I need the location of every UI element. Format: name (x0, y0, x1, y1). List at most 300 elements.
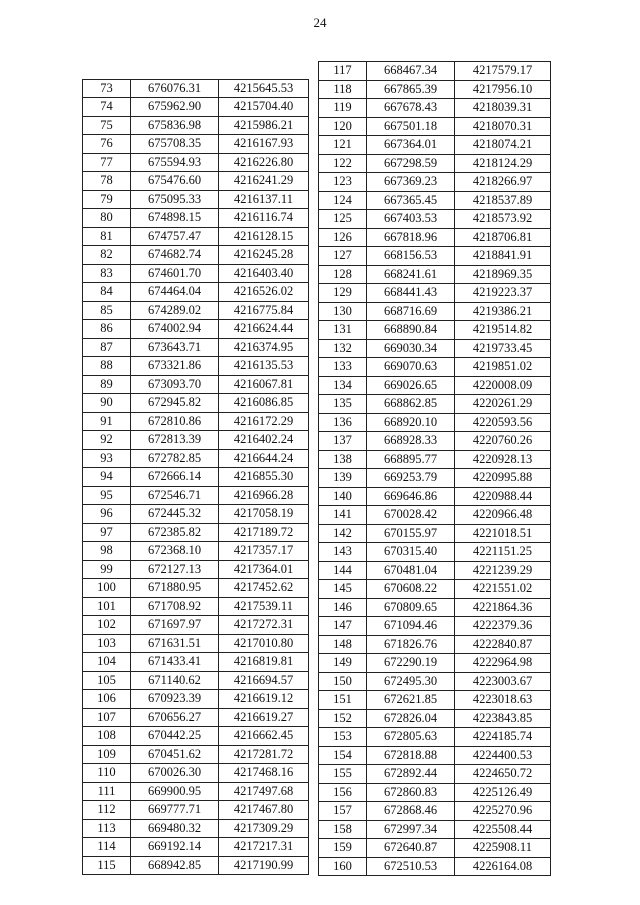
point-number-cell: 147 (319, 617, 367, 636)
y-coordinate-cell: 4216694.57 (219, 671, 309, 690)
y-coordinate-cell: 4217010.80 (219, 634, 309, 653)
table-row (319, 598, 551, 617)
y-coordinate-cell: 4216172.29 (219, 412, 309, 431)
y-coordinate-cell: 4216624.44 (219, 320, 309, 339)
table-row (83, 357, 309, 376)
y-coordinate-cell: 4216116.74 (219, 209, 309, 228)
point-number-cell: 132 (319, 339, 367, 358)
table-row (319, 580, 551, 599)
point-number-cell: 159 (319, 839, 367, 858)
x-coordinate-cell: 669480.32 (131, 819, 219, 838)
y-coordinate-cell: 4220008.09 (455, 376, 551, 395)
y-coordinate-cell: 4220928.13 (455, 450, 551, 469)
y-coordinate-cell: 4223843.85 (455, 709, 551, 728)
x-coordinate-cell: 667298.59 (367, 154, 455, 173)
table-row (83, 449, 309, 468)
table-row (83, 412, 309, 431)
point-number-cell: 135 (319, 395, 367, 414)
x-coordinate-cell: 670481.04 (367, 561, 455, 580)
coordinates-table-right (318, 61, 551, 876)
point-number-cell: 124 (319, 191, 367, 210)
x-coordinate-cell: 671631.51 (131, 634, 219, 653)
x-coordinate-cell: 667501.18 (367, 117, 455, 136)
point-number-cell: 138 (319, 450, 367, 469)
x-coordinate-cell: 675708.35 (131, 135, 219, 154)
point-number-cell: 105 (83, 671, 131, 690)
y-coordinate-cell: 4217189.72 (219, 523, 309, 542)
x-coordinate-cell: 668441.43 (367, 284, 455, 303)
y-coordinate-cell: 4216775.84 (219, 301, 309, 320)
table-row (319, 117, 551, 136)
x-coordinate-cell: 672945.82 (131, 394, 219, 413)
table-row (319, 210, 551, 229)
y-coordinate-cell: 4220760.26 (455, 432, 551, 451)
point-number-cell: 108 (83, 727, 131, 746)
x-coordinate-cell: 669070.63 (367, 358, 455, 377)
y-coordinate-cell: 4217364.01 (219, 560, 309, 579)
point-number-cell: 73 (83, 79, 131, 98)
point-number-cell: 81 (83, 227, 131, 246)
x-coordinate-cell: 672818.88 (367, 746, 455, 765)
point-number-cell: 140 (319, 487, 367, 506)
point-number-cell: 102 (83, 616, 131, 635)
y-coordinate-cell: 4217497.68 (219, 782, 309, 801)
y-coordinate-cell: 4220966.48 (455, 506, 551, 525)
table-row (83, 523, 309, 542)
y-coordinate-cell: 4216167.93 (219, 135, 309, 154)
point-number-cell: 156 (319, 783, 367, 802)
x-coordinate-cell: 667369.23 (367, 173, 455, 192)
point-number-cell: 94 (83, 468, 131, 487)
x-coordinate-cell: 668241.61 (367, 265, 455, 284)
table-row (319, 228, 551, 247)
table-row (83, 338, 309, 357)
point-number-cell: 88 (83, 357, 131, 376)
y-coordinate-cell: 4221151.25 (455, 543, 551, 562)
x-coordinate-cell: 671433.41 (131, 653, 219, 672)
y-coordinate-cell: 4217539.11 (219, 597, 309, 616)
table-row (319, 617, 551, 636)
point-number-cell: 114 (83, 838, 131, 857)
coordinates-table-right-body (319, 62, 551, 876)
point-number-cell: 123 (319, 173, 367, 192)
y-coordinate-cell: 4216245.28 (219, 246, 309, 265)
point-number-cell: 117 (319, 62, 367, 81)
table-row (319, 80, 551, 99)
y-coordinate-cell: 4224400.53 (455, 746, 551, 765)
table-row (319, 154, 551, 173)
x-coordinate-cell: 668890.84 (367, 321, 455, 340)
point-number-cell: 104 (83, 653, 131, 672)
x-coordinate-cell: 673643.71 (131, 338, 219, 357)
table-row (83, 819, 309, 838)
point-number-cell: 96 (83, 505, 131, 524)
blank-row (83, 61, 309, 79)
point-number-cell: 74 (83, 98, 131, 117)
table-row (319, 191, 551, 210)
table-row (83, 394, 309, 413)
point-number-cell: 95 (83, 486, 131, 505)
table-row (83, 135, 309, 154)
table-row (83, 690, 309, 709)
table-row (83, 579, 309, 598)
table-row (83, 782, 309, 801)
y-coordinate-cell: 4217190.99 (219, 856, 309, 875)
x-coordinate-cell: 670923.39 (131, 690, 219, 709)
y-coordinate-cell: 4223003.67 (455, 672, 551, 691)
x-coordinate-cell: 668895.77 (367, 450, 455, 469)
point-number-cell: 112 (83, 801, 131, 820)
point-number-cell: 99 (83, 560, 131, 579)
x-coordinate-cell: 672805.63 (367, 728, 455, 747)
y-coordinate-cell: 4220995.88 (455, 469, 551, 488)
x-coordinate-cell: 672868.46 (367, 802, 455, 821)
x-coordinate-cell: 669030.34 (367, 339, 455, 358)
y-coordinate-cell: 4216241.29 (219, 172, 309, 191)
table-row (83, 468, 309, 487)
x-coordinate-cell: 676076.31 (131, 79, 219, 98)
x-coordinate-cell: 670155.97 (367, 524, 455, 543)
y-coordinate-cell: 4215645.53 (219, 79, 309, 98)
point-number-cell: 141 (319, 506, 367, 525)
x-coordinate-cell: 672782.85 (131, 449, 219, 468)
point-number-cell: 160 (319, 857, 367, 876)
y-coordinate-cell: 4216966.28 (219, 486, 309, 505)
table-row (319, 746, 551, 765)
y-coordinate-cell: 4216526.02 (219, 283, 309, 302)
y-coordinate-cell: 4223018.63 (455, 691, 551, 710)
point-number-cell: 137 (319, 432, 367, 451)
table-row (319, 543, 551, 562)
table-row (319, 450, 551, 469)
y-coordinate-cell: 4216819.81 (219, 653, 309, 672)
y-coordinate-cell: 4216374.95 (219, 338, 309, 357)
y-coordinate-cell: 4221239.29 (455, 561, 551, 580)
point-number-cell: 89 (83, 375, 131, 394)
point-number-cell: 111 (83, 782, 131, 801)
x-coordinate-cell: 668920.10 (367, 413, 455, 432)
y-coordinate-cell: 4222964.98 (455, 654, 551, 673)
x-coordinate-cell: 672546.71 (131, 486, 219, 505)
x-coordinate-cell: 667678.43 (367, 99, 455, 118)
y-coordinate-cell: 4218039.31 (455, 99, 551, 118)
y-coordinate-cell: 4222379.36 (455, 617, 551, 636)
table-row (83, 671, 309, 690)
point-number-cell: 109 (83, 745, 131, 764)
y-coordinate-cell: 4219514.82 (455, 321, 551, 340)
y-coordinate-cell: 4219386.21 (455, 302, 551, 321)
table-row (319, 691, 551, 710)
x-coordinate-cell: 667818.96 (367, 228, 455, 247)
table-row (83, 153, 309, 172)
table-row (83, 98, 309, 117)
point-number-cell: 121 (319, 136, 367, 155)
x-coordinate-cell: 668942.85 (131, 856, 219, 875)
table-row (319, 728, 551, 747)
x-coordinate-cell: 668928.33 (367, 432, 455, 451)
point-number-cell: 131 (319, 321, 367, 340)
table-row (83, 653, 309, 672)
point-number-cell: 143 (319, 543, 367, 562)
point-number-cell: 87 (83, 338, 131, 357)
x-coordinate-cell: 672640.87 (367, 839, 455, 858)
point-number-cell: 86 (83, 320, 131, 339)
y-coordinate-cell: 4218266.97 (455, 173, 551, 192)
y-coordinate-cell: 4218070.31 (455, 117, 551, 136)
x-coordinate-cell: 672510.53 (367, 857, 455, 876)
table-row (319, 358, 551, 377)
x-coordinate-cell: 670608.22 (367, 580, 455, 599)
x-coordinate-cell: 669192.14 (131, 838, 219, 857)
table-row (319, 432, 551, 451)
table-row (83, 764, 309, 783)
table-row (83, 190, 309, 209)
point-number-cell: 122 (319, 154, 367, 173)
table-row (319, 321, 551, 340)
x-coordinate-cell: 674289.02 (131, 301, 219, 320)
y-coordinate-cell: 4218074.21 (455, 136, 551, 155)
table-row (319, 709, 551, 728)
x-coordinate-cell: 675962.90 (131, 98, 219, 117)
y-coordinate-cell: 4218573.92 (455, 210, 551, 229)
y-coordinate-cell: 4216619.12 (219, 690, 309, 709)
x-coordinate-cell: 675594.93 (131, 153, 219, 172)
x-coordinate-cell: 671094.46 (367, 617, 455, 636)
x-coordinate-cell: 671880.95 (131, 579, 219, 598)
table-row (83, 283, 309, 302)
x-coordinate-cell: 672290.19 (367, 654, 455, 673)
x-coordinate-cell: 669026.65 (367, 376, 455, 395)
x-coordinate-cell: 667403.53 (367, 210, 455, 229)
point-number-cell: 92 (83, 431, 131, 450)
x-coordinate-cell: 671708.92 (131, 597, 219, 616)
x-coordinate-cell: 672813.39 (131, 431, 219, 450)
point-number-cell: 79 (83, 190, 131, 209)
x-coordinate-cell: 668716.69 (367, 302, 455, 321)
y-coordinate-cell: 4216128.15 (219, 227, 309, 246)
table-row (319, 173, 551, 192)
table-row (319, 469, 551, 488)
table-row (83, 708, 309, 727)
table-row (83, 801, 309, 820)
table-row (83, 634, 309, 653)
point-number-cell: 78 (83, 172, 131, 191)
table-row (83, 264, 309, 283)
x-coordinate-cell: 672810.86 (131, 412, 219, 431)
point-number-cell: 149 (319, 654, 367, 673)
y-coordinate-cell: 4225508.44 (455, 820, 551, 839)
y-coordinate-cell: 4225126.49 (455, 783, 551, 802)
table-row (83, 560, 309, 579)
point-number-cell: 151 (319, 691, 367, 710)
y-coordinate-cell: 4216619.27 (219, 708, 309, 727)
table-row (319, 62, 551, 81)
point-number-cell: 113 (83, 819, 131, 838)
page-number: 24 (313, 15, 327, 30)
table-row (83, 542, 309, 561)
point-number-cell: 97 (83, 523, 131, 542)
y-coordinate-cell: 4225270.96 (455, 802, 551, 821)
table-row (83, 856, 309, 875)
point-number-cell: 127 (319, 247, 367, 266)
point-number-cell: 136 (319, 413, 367, 432)
table-row (319, 524, 551, 543)
x-coordinate-cell: 675836.98 (131, 116, 219, 135)
point-number-cell: 118 (319, 80, 367, 99)
y-coordinate-cell: 4220988.44 (455, 487, 551, 506)
x-coordinate-cell: 674464.04 (131, 283, 219, 302)
point-number-cell: 158 (319, 820, 367, 839)
point-number-cell: 133 (319, 358, 367, 377)
y-coordinate-cell: 4216086.85 (219, 394, 309, 413)
x-coordinate-cell: 672385.82 (131, 523, 219, 542)
x-coordinate-cell: 675095.33 (131, 190, 219, 209)
point-number-cell: 130 (319, 302, 367, 321)
y-coordinate-cell: 4216067.81 (219, 375, 309, 394)
y-coordinate-cell: 4218969.35 (455, 265, 551, 284)
table-row (319, 247, 551, 266)
point-number-cell: 90 (83, 394, 131, 413)
table-row (83, 116, 309, 135)
x-coordinate-cell: 672666.14 (131, 468, 219, 487)
table-row (319, 413, 551, 432)
point-number-cell: 153 (319, 728, 367, 747)
y-coordinate-cell: 4216137.11 (219, 190, 309, 209)
x-coordinate-cell: 672892.44 (367, 765, 455, 784)
table-row (83, 745, 309, 764)
point-number-cell: 106 (83, 690, 131, 709)
point-number-cell: 115 (83, 856, 131, 875)
x-coordinate-cell: 672445.32 (131, 505, 219, 524)
y-coordinate-cell: 4215986.21 (219, 116, 309, 135)
y-coordinate-cell: 4221864.36 (455, 598, 551, 617)
x-coordinate-cell: 667364.01 (367, 136, 455, 155)
table-row (319, 302, 551, 321)
x-coordinate-cell: 670028.42 (367, 506, 455, 525)
table-row (83, 320, 309, 339)
point-number-cell: 145 (319, 580, 367, 599)
x-coordinate-cell: 669253.79 (367, 469, 455, 488)
x-coordinate-cell: 670656.27 (131, 708, 219, 727)
table-row (83, 727, 309, 746)
y-coordinate-cell: 4217468.16 (219, 764, 309, 783)
table-row (319, 672, 551, 691)
point-number-cell: 128 (319, 265, 367, 284)
point-number-cell: 154 (319, 746, 367, 765)
x-coordinate-cell: 671140.62 (131, 671, 219, 690)
y-coordinate-cell: 4218124.29 (455, 154, 551, 173)
x-coordinate-cell: 667865.39 (367, 80, 455, 99)
table-row (83, 431, 309, 450)
x-coordinate-cell: 674682.74 (131, 246, 219, 265)
y-coordinate-cell: 4217309.29 (219, 819, 309, 838)
point-number-cell: 107 (83, 708, 131, 727)
point-number-cell: 103 (83, 634, 131, 653)
table-row (83, 79, 309, 98)
table-row (83, 505, 309, 524)
point-number-cell: 101 (83, 597, 131, 616)
table-row (319, 839, 551, 858)
table-row (83, 209, 309, 228)
table-row (319, 395, 551, 414)
point-number-cell: 126 (319, 228, 367, 247)
table-row (319, 783, 551, 802)
y-coordinate-cell: 4215704.40 (219, 98, 309, 117)
table-row (319, 506, 551, 525)
x-coordinate-cell: 672860.83 (367, 783, 455, 802)
y-coordinate-cell: 4221551.02 (455, 580, 551, 599)
point-number-cell: 120 (319, 117, 367, 136)
x-coordinate-cell: 674601.70 (131, 264, 219, 283)
table-row (319, 820, 551, 839)
point-number-cell: 155 (319, 765, 367, 784)
x-coordinate-cell: 669777.71 (131, 801, 219, 820)
y-coordinate-cell: 4217452.62 (219, 579, 309, 598)
x-coordinate-cell: 671826.76 (367, 635, 455, 654)
table-row (319, 802, 551, 821)
x-coordinate-cell: 670026.30 (131, 764, 219, 783)
x-coordinate-cell: 672495.30 (367, 672, 455, 691)
point-number-cell: 146 (319, 598, 367, 617)
point-number-cell: 125 (319, 210, 367, 229)
table-row (83, 486, 309, 505)
x-coordinate-cell: 672997.34 (367, 820, 455, 839)
table-row (319, 339, 551, 358)
table-row (319, 561, 551, 580)
point-number-cell: 157 (319, 802, 367, 821)
y-coordinate-cell: 4217956.10 (455, 80, 551, 99)
table-row (319, 857, 551, 876)
point-number-cell: 75 (83, 116, 131, 135)
x-coordinate-cell: 668862.85 (367, 395, 455, 414)
table-row (319, 376, 551, 395)
y-coordinate-cell: 4219223.37 (455, 284, 551, 303)
x-coordinate-cell: 673093.70 (131, 375, 219, 394)
x-coordinate-cell: 675476.60 (131, 172, 219, 191)
x-coordinate-cell: 670442.25 (131, 727, 219, 746)
x-coordinate-cell: 668156.53 (367, 247, 455, 266)
y-coordinate-cell: 4220261.29 (455, 395, 551, 414)
y-coordinate-cell: 4224185.74 (455, 728, 551, 747)
x-coordinate-cell: 670451.62 (131, 745, 219, 764)
point-number-cell: 98 (83, 542, 131, 561)
y-coordinate-cell: 4217579.17 (455, 62, 551, 81)
point-number-cell: 142 (319, 524, 367, 543)
point-number-cell: 152 (319, 709, 367, 728)
y-coordinate-cell: 4219733.45 (455, 339, 551, 358)
y-coordinate-cell: 4224650.72 (455, 765, 551, 784)
y-coordinate-cell: 4218841.91 (455, 247, 551, 266)
table-row (83, 227, 309, 246)
y-coordinate-cell: 4219851.02 (455, 358, 551, 377)
y-coordinate-cell: 4221018.51 (455, 524, 551, 543)
table-row (83, 616, 309, 635)
point-number-cell: 85 (83, 301, 131, 320)
y-coordinate-cell: 4216855.30 (219, 468, 309, 487)
table-row (83, 838, 309, 857)
table-row (319, 99, 551, 118)
x-coordinate-cell: 669646.86 (367, 487, 455, 506)
point-number-cell: 144 (319, 561, 367, 580)
point-number-cell: 139 (319, 469, 367, 488)
x-coordinate-cell: 672826.04 (367, 709, 455, 728)
y-coordinate-cell: 4220593.56 (455, 413, 551, 432)
y-coordinate-cell: 4217272.31 (219, 616, 309, 635)
y-coordinate-cell: 4217281.72 (219, 745, 309, 764)
table-row (319, 654, 551, 673)
point-number-cell: 91 (83, 412, 131, 431)
table-row (319, 265, 551, 284)
